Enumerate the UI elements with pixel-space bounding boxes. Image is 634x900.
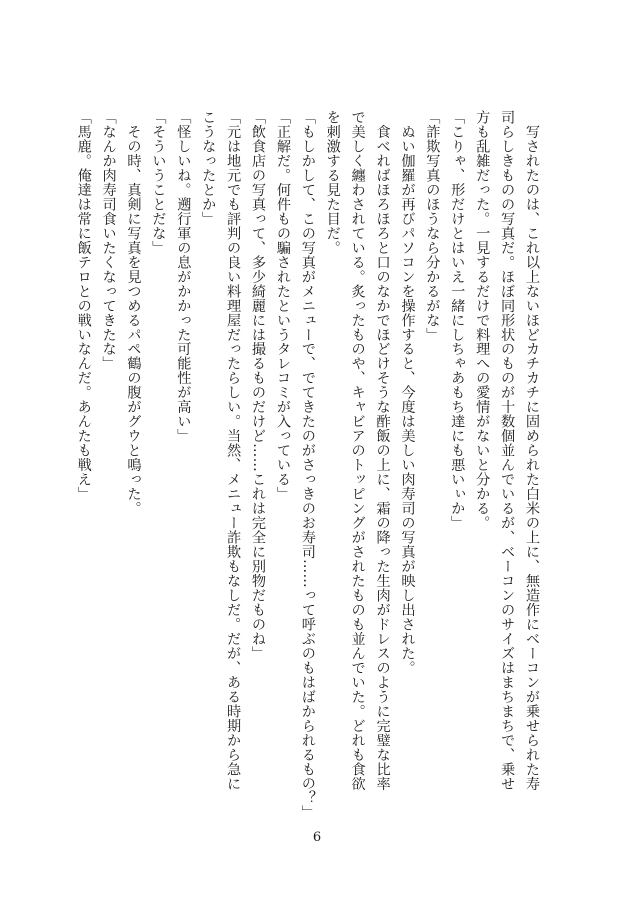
text-line: 「馬鹿。俺達は常に飯テロとの戦いなんだ。あんたも戦え」	[75, 110, 92, 502]
text-line: 「そういうことだな」	[150, 110, 167, 255]
text-line: 写されたのは、これ以上ないほどカチカチに固められた白米の上に、無造作にベーコンが乗せられた寿	[524, 110, 540, 791]
text-line: ぬい伽羅が再びパソコンを操作すると、今度は美しい肉寿司の写真が映し出された。	[399, 110, 416, 675]
text-line: 「飲食店の写真って、多少綺麗には撮るものだけど……これは完全に別物だものね」	[250, 110, 267, 661]
text-line: 司らしきものの写真だ。ほぼ同形状のものが十数個並んでいるが、ベーコンのサイズはまちまちで、乗せ	[499, 110, 516, 791]
text-line: で美しく纏わされている。炙ったものや、キャビアのトッピングがされたものも並んでいた。どれも食欲	[349, 110, 366, 791]
body-text	[71, 110, 544, 820]
text-line: を刺激する見た目だ。	[324, 110, 341, 255]
text-line: その時、真剣に写真を見つめるパペ鶴の腹がグウと鳴った。	[125, 110, 142, 516]
page-number: 6	[312, 830, 322, 845]
text-line: 「元は地元でも評判の良い料理屋だったらしい。当然、メニュー詐欺もなしだ。だが、ある時期から急に	[225, 110, 242, 791]
text-line: 方も乱雑だった。一見するだけで料理への愛情がないと分かる。	[474, 110, 491, 531]
text-line: 「こりゃ、形だけとはいえ一緒にしちゃあもち達にも悪いぃか」	[449, 110, 466, 531]
text-line: 「正解だ。何件もの騙されたというタレコミが入っている」	[274, 110, 291, 502]
text-line: 食べればほろほろと口のなかでほどけそうな酢飯の上に、霜の降った生肉がドレスのように完璧な比率	[374, 110, 391, 791]
text-line: こうなったとか」	[200, 110, 217, 226]
text-line: 「もしかして、この写真がメニューで、でてきたのがさっきのお寿司……って呼ぶのもはばかられるもの？」	[299, 110, 316, 820]
text-line: 「なんか肉寿司食いたくなってきたな」	[100, 110, 117, 371]
text-line: 「詐欺写真のほうなら分かるがな」	[424, 110, 441, 342]
text-line: 「怪しいね。遡行軍の息がかかった可能性が高い」	[175, 110, 192, 444]
